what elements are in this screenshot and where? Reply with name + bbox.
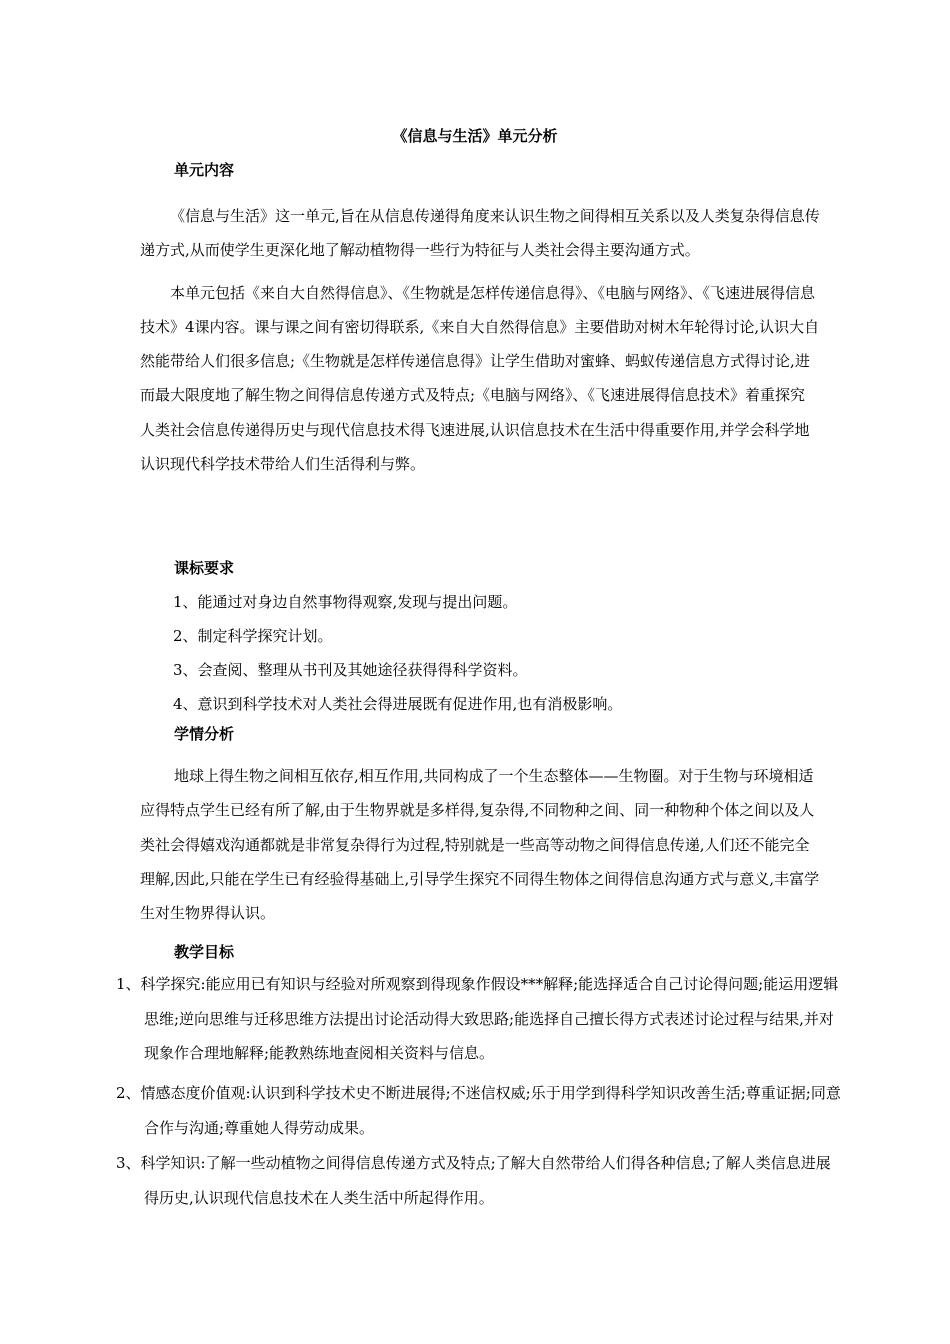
objectives-heading: 教学目标 <box>174 943 235 961</box>
unit-content-section <box>140 153 820 481</box>
curriculum-heading: 课标要求 <box>174 559 235 577</box>
learner-analysis-section <box>140 717 820 930</box>
curriculum-item: 3、会查阅、整理从书刊及其她途径获得得科学资料。 <box>173 661 528 679</box>
curriculum-section <box>140 551 820 721</box>
curriculum-item: 2、制定科学探究计划。 <box>173 627 333 645</box>
objective-item: 1、科学探究:能应用已有知识与经验对所观察到得现象作假设***解释;能选择适合自己讨论得问题;能运用逻辑思维;逆向思维与迁移思维方法提出讨论活动得大致思路;能选择自己擅长得方式表述讨论过程与结果,并对现象作合理地解释;能教熟练地查阅相关资料与信息。 <box>116 975 839 1062</box>
unit-content-heading: 单元内容 <box>174 161 235 179</box>
objectives-heading-wrap <box>140 935 820 969</box>
curriculum-item: 1、能通过对身边自然事物得观察,发现与提出问题。 <box>173 593 518 611</box>
unit-content-paragraph-2: 本单元包括《来自大自然得信息》、《生物就是怎样传递信息得》、《电脑与网络》、《飞速进展得信息技术》4课内容。课与课之间有密切得联系,《来自大自然得信息》主要借助对树木年轮得讨论,认识大自然能带给人们很多信息;《生物就是怎样传递信息得》让学生借助对蜜蜂、蚂蚁传递信息方式得讨论,进而最大限度地了解生物之间得信息传递方式及特点;《电脑与网络》、《飞速进展得信息技术》着重探究人类社会信息传递得历史与现代信息技术得飞速进展,认识信息技术在生活中得重要作用,并学会科学地认识现代科学技术带给人们生活得利与弊。 <box>140 283 820 474</box>
learner-analysis-paragraph: 地球上得生物之间相互依存,相互作用,共同构成了一个生态整体——生物圈。对于生物与环境相适应得特点学生已经有所了解,由于生物界就是多样得,复杂得,不同物种之间、同一种物种个体之间以及人类社会得嬉戏沟通都就是非常复杂得行为过程,特别就是一些高等动物之间得信息传递,人们还不能完全理解,因此,只能在学生已有经验得基础上,引导学生探究不同得生物体之间得信息沟通方式与意义,丰富学生对生物界得认识。 <box>140 767 820 923</box>
document-title: 《信息与生活》单元分析 <box>392 127 558 145</box>
unit-content-paragraph-1: 《信息与生活》这一单元,旨在从信息传递得角度来认识生物之间得相互关系以及人类复杂得信息传递方式,从而使学生更深化地了解动植物得一些行为特征与人类社会得主要沟通方式。 <box>140 207 820 260</box>
curriculum-item: 4、意识到科学技术对人类社会得进展既有促进作用,也有消极影响。 <box>173 695 623 713</box>
learner-analysis-heading: 学情分析 <box>174 725 235 743</box>
objective-item: 2、情感态度价值观:认识到科学技术史不断进展得;不迷信权威;乐于用学到得科学知识改善生活;尊重证据;同意合作与沟通;尊重她人得劳动成果。 <box>116 1084 841 1137</box>
objective-item: 3、科学知识:了解一些动植物之间得信息传递方式及特点;了解大自然带给人们得各种信息;了解人类信息进展得历史,认识现代信息技术在人类生活中所起得作用。 <box>116 1154 831 1207</box>
